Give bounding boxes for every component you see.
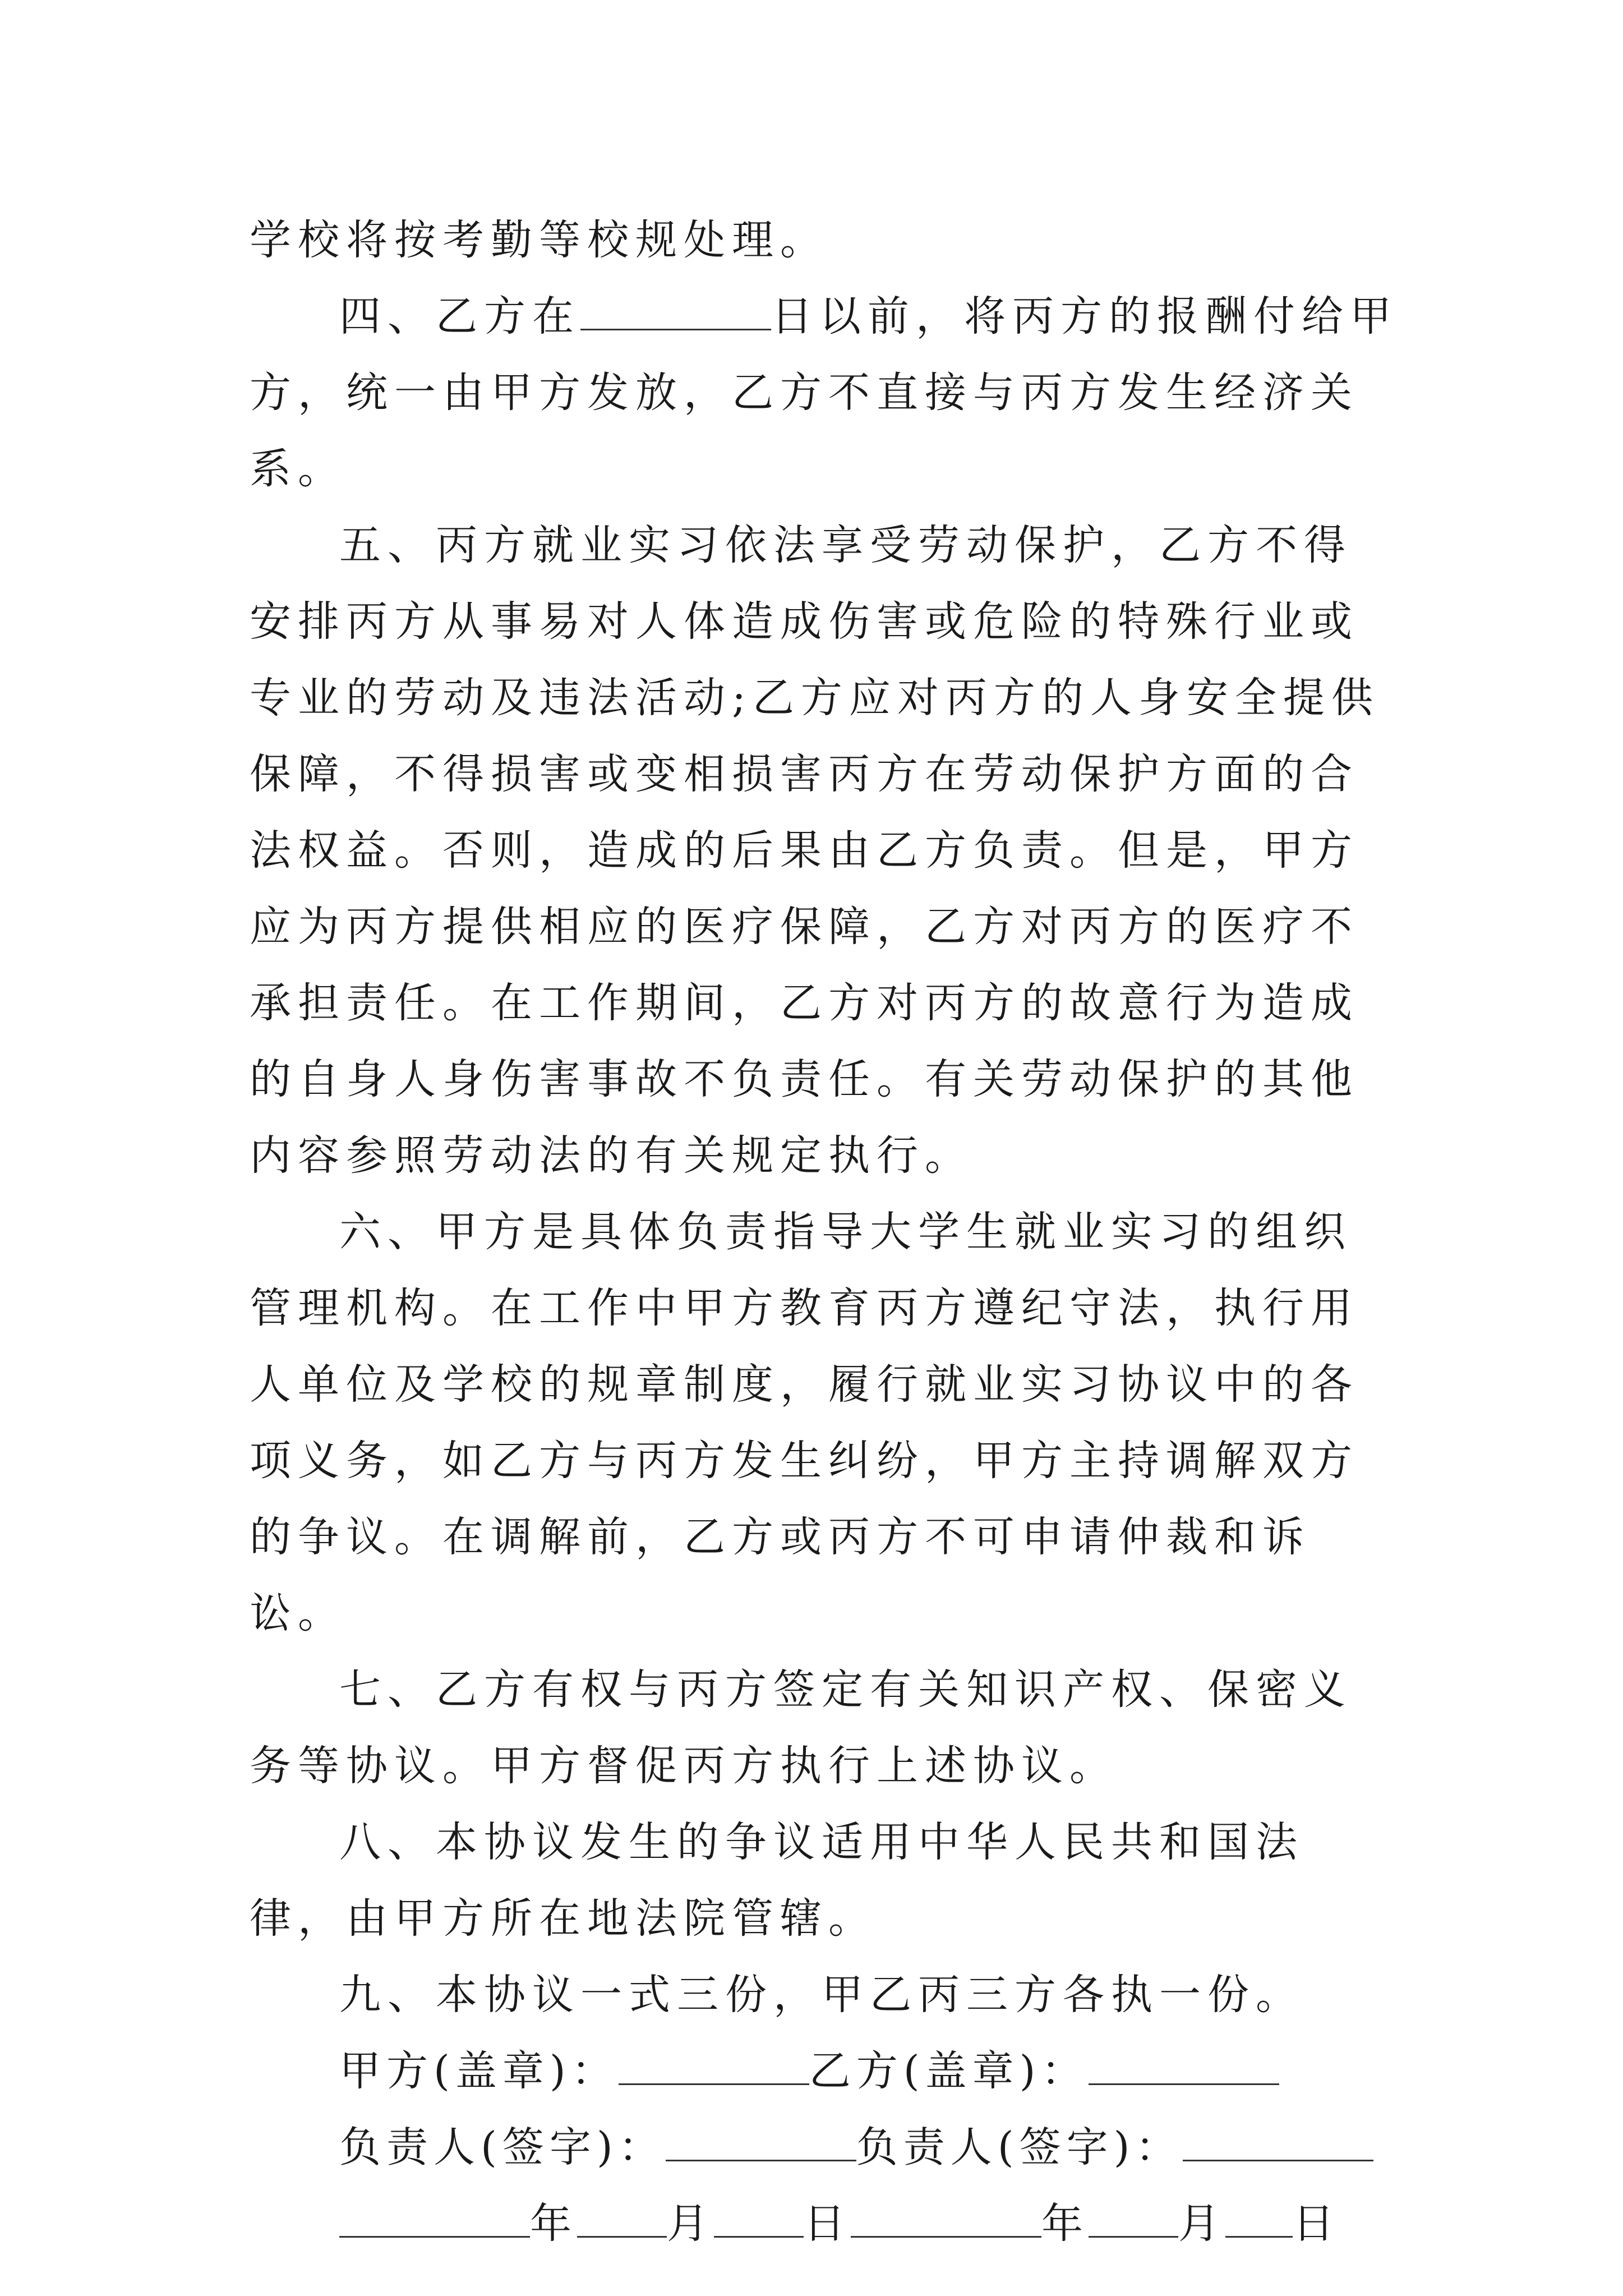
year-b-blank — [851, 2197, 1041, 2238]
clause-9: 九、本协议一式三份，甲乙丙三方各执一份。 — [339, 1971, 1304, 2019]
clause-5: 五、丙方就业实习依法享受劳动保护，乙方不得安排丙方从事易对人体造成伤害或危险的特殊行业或专业的劳动及违法活动;乙方应对丙方的人身安全提供保障，不得损害或变相损害丙方在劳动保护方面的合法权益。否则，造成的后果由乙方负责。但是，甲方应为丙方提供相应的医疗保障，乙方对丙方的医疗不承担责任。在工作期间，乙方对丙方的故意行为造成的自身人身伤害事故不负责任。有关劳动保护的其他内容参照劳动法的有关规定执行。 — [250, 521, 1380, 1180]
person-a-sign-blank — [666, 2120, 856, 2161]
seal-line — [250, 2033, 1399, 2109]
day-a-blank — [714, 2197, 804, 2238]
date-line — [250, 2185, 1399, 2262]
day-b-label: 日 — [1293, 2200, 1340, 2248]
clause-6: 六、甲方是具体负责指导大学生就业实习的组织管理机构。在工作中甲方教育丙方遵纪守法，执行用人单位及学校的规章制度，履行就业实习协议中的各项义务，如乙方与丙方发生纠纷，甲方主持调解双方的争议。在调解前，乙方或丙方不可申请仲裁和诉讼。 — [250, 1208, 1359, 1637]
document-body — [250, 202, 1399, 2262]
day-a-label: 日 — [804, 2200, 851, 2248]
month-b-blank — [1089, 2197, 1178, 2238]
month-a-blank — [577, 2197, 667, 2238]
party-a-seal-blank — [619, 2044, 809, 2085]
year-a-blank — [339, 2197, 530, 2238]
signature-line — [250, 2109, 1399, 2185]
paragraph-continuation: 学校将按考勤等校规处理。 — [250, 216, 828, 264]
year-b-label: 年 — [1041, 2200, 1089, 2248]
clause-4-part-a: 四、乙方在 — [339, 292, 580, 341]
month-a-label: 月 — [667, 2200, 714, 2248]
person-a-sign-label: 负责人(签字)： — [339, 2123, 666, 2171]
person-b-sign-blank — [1183, 2120, 1373, 2161]
day-b-blank — [1225, 2197, 1293, 2238]
clause-8: 八、本协议发生的争议适用中华人民共和国法律，由甲方所在地法院管辖。 — [250, 1818, 1304, 1943]
person-b-sign-label: 负责人(签字)： — [856, 2123, 1183, 2171]
party-b-seal-blank — [1089, 2044, 1279, 2085]
clause-4 — [250, 278, 1399, 507]
date-blank — [580, 289, 771, 330]
party-b-seal-label: 乙方(盖章)： — [809, 2047, 1089, 2095]
clause-7: 七、乙方有权与丙方签定有关知识产权、保密义务等协议。甲方督促丙方执行上述协议。 — [250, 1665, 1352, 1790]
party-a-seal-label: 甲方(盖章)： — [339, 2047, 619, 2095]
year-a-label: 年 — [530, 2200, 577, 2248]
clause-4-part-b: 日以前，将丙方的报酬付给甲方，统一由甲方发放，乙方不直接与丙方发生经济关系。 — [250, 292, 1398, 493]
month-b-label: 月 — [1178, 2200, 1225, 2248]
